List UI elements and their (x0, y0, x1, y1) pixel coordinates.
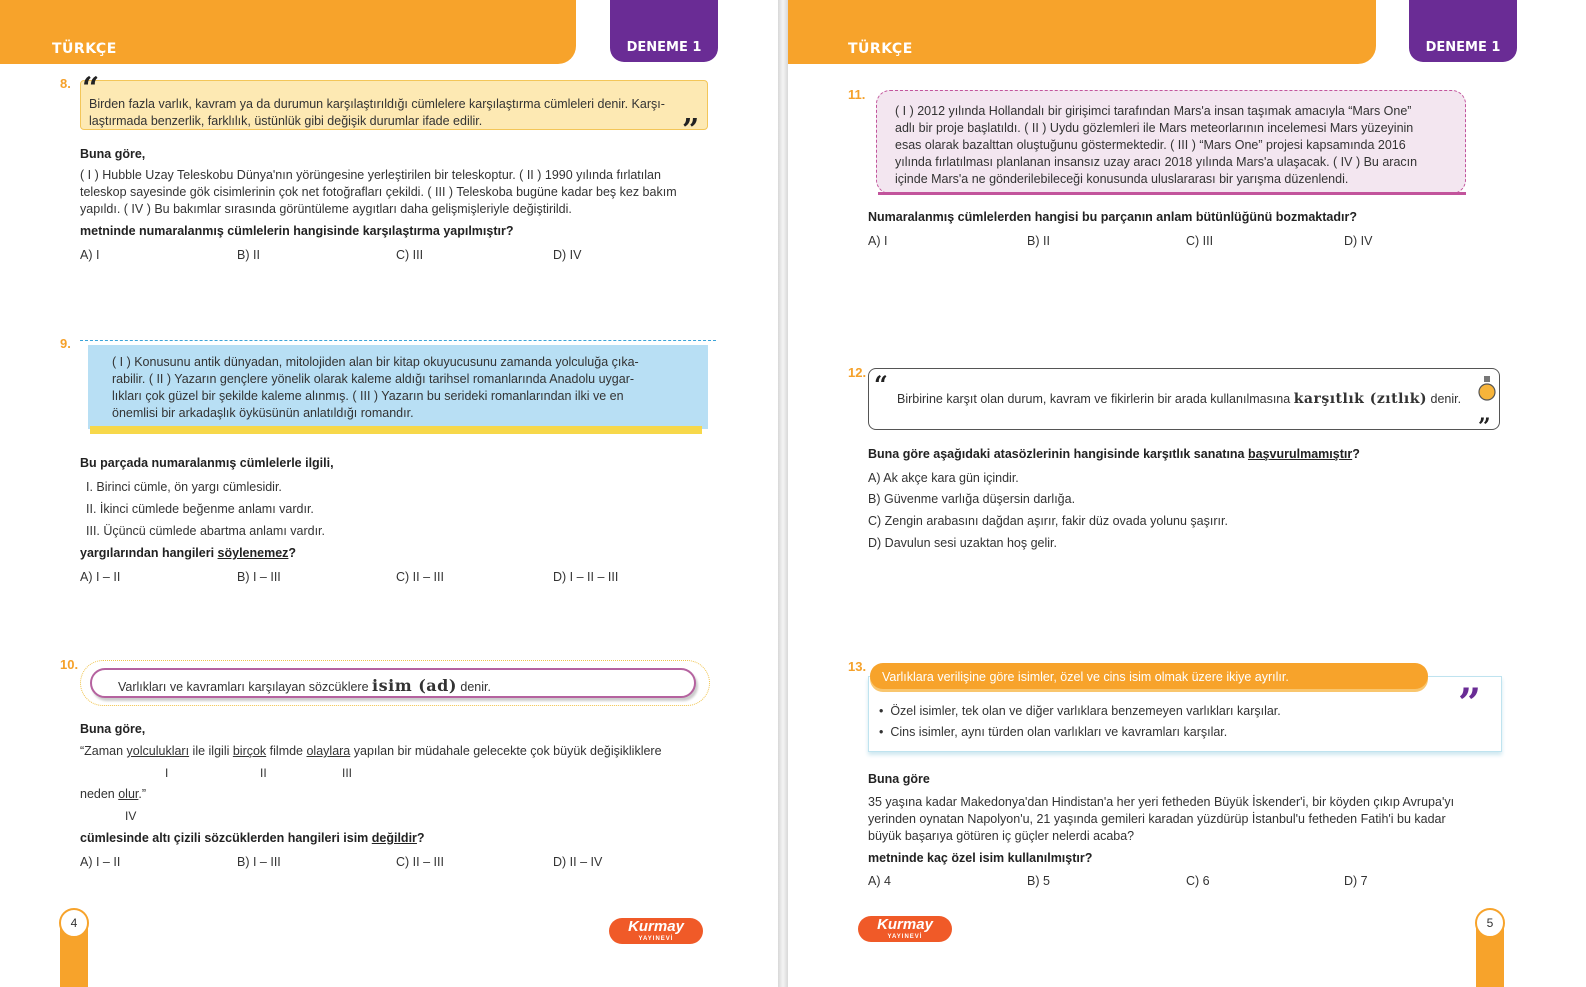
publisher-logo (858, 916, 952, 942)
passage-line: esas olarak bazalttan oluştuğunu göstermektedir. ( III ) “Mars One” projesi kapsamında 2016 (895, 138, 1406, 152)
passage-box (88, 345, 708, 429)
info-line: Birden fazla varlık, kavram ya da durumun karşılaştırıldığı cümlelere karşılaştırma cümleleri denir. Karşı- (89, 97, 665, 111)
question-part: yargılarından hangileri (80, 546, 218, 560)
question-underlined: söylenemez (217, 546, 289, 560)
close-quote-icon: ” (1458, 680, 1482, 727)
question-text: metninde kaç özel isim kullanılmıştır? (868, 851, 1093, 865)
bullet-text: Cins isimler, aynı türden olan varlıkları ve kavramları karşılar. (890, 725, 1228, 739)
passage-line: 35 yaşına kadar Makedonya'dan Hindistan'a her yeri fetheden Büyük İskender'i, bir köyden çıkıp Avrupa'yı (868, 795, 1455, 809)
underlined-word: olur (118, 787, 139, 801)
subject-label: TÜRKÇE (52, 41, 117, 57)
sentence-part: filmde (266, 744, 307, 758)
option-d[interactable]: D) Davulun sesi uzaktan hoş gelir. (868, 536, 1057, 550)
question-number: 8. (60, 76, 71, 91)
passage-line: yapıldı. ( IV ) Bu bakımlar sırasında görüntüleme aygıtları daha gelişmişleriyle değiştirildi. (80, 202, 572, 216)
statement-list (86, 479, 325, 545)
option-c[interactable]: C) II – III (396, 855, 444, 869)
question-part: ? (288, 546, 297, 560)
option-b[interactable]: B) I – III (237, 570, 281, 584)
right-page (788, 0, 1586, 987)
handwritten-term: karşıtlık (zıtlık) (1293, 391, 1428, 407)
close-quote-icon: ” (682, 113, 700, 148)
passage-line: adlı bir proje başlatıldı. ( II ) Uydu gözlemleri ile Mars meteorlarının incelemesi Mars yüzeyinin (895, 121, 1414, 135)
question-text (80, 830, 425, 847)
underlined-word: birçok (232, 744, 267, 758)
sentence-part: ile ilgili (189, 744, 233, 758)
open-quote-icon: “ (82, 71, 100, 106)
close-quote-icon: ” (1478, 414, 1491, 440)
option-a[interactable]: A) I (868, 234, 888, 248)
option-b[interactable]: B) 5 (1027, 874, 1050, 888)
statement: II. İkinci cümlede beğenme anlamı vardır. (86, 502, 314, 516)
option-b[interactable]: B) II (237, 248, 260, 262)
passage-line: yılında fırlatılması planlanan insansız uzay aracı 2018 yılında Mars'a ulaşacak. ( IV ) Bu aracın (895, 155, 1418, 169)
passage-line: ( I ) Konusunu antik dünyadan, mitolojiden alan bir kitap okuyucusunu zamanda yolculuğa çıka- (112, 355, 639, 369)
handwritten-term: isim (ad) (372, 676, 457, 695)
option-c[interactable]: C) 6 (1186, 874, 1210, 888)
box-yellow-underline (90, 426, 702, 434)
question-text (868, 446, 1360, 463)
info-part: Birbirine karşıt olan durum, kavram ve fikirlerin bir arada kullanılmasına (897, 392, 1294, 406)
info-line: laştırmada benzerlik, farklılık, üstünlük gibi değişik durumlar ifade edilir. (89, 114, 483, 128)
passage-line: rabilir. ( II ) Yazarın gençlere yönelik olarak kaleme aldığı tarihsel romanlarında Anadolu uygar- (112, 372, 635, 386)
logo-sub: YAYINEVİ (887, 934, 923, 940)
option-b[interactable]: B) Güvenme varlığa düşersin darlığa. (868, 492, 1076, 506)
subject-label: TÜRKÇE (848, 41, 913, 57)
logo-name: Kurmay (877, 916, 933, 933)
box-underline (878, 192, 1466, 195)
option-d[interactable]: D) I – II – III (553, 570, 619, 584)
option-d[interactable]: D) 7 (1344, 874, 1368, 888)
left-page (0, 0, 778, 987)
question-part: ? (1352, 447, 1360, 461)
question-lead: Buna göre, (80, 722, 146, 736)
question-number: 12. (848, 365, 867, 380)
passage-line: lıkları çok güzel bir şekilde kaleme alınmış. ( III ) Yazarın bu serideki romanlarından ilki ve en (112, 389, 624, 403)
lightbulb-icon (1476, 374, 1498, 411)
passage-line: yerinden oynatan Napolyon'u, 21 yaşında gemileri karadan yüzdürüp İstanbul'u fetheden Fatih'i bu kadar (868, 812, 1446, 826)
info-part: Varlıkları ve kavramları karşılayan sözcüklere (118, 680, 373, 694)
roman-mark: III (342, 766, 353, 780)
option-c[interactable]: C) III (1186, 234, 1214, 248)
question-part: Buna göre aşağıdaki atasözlerinin hangisinde karşıtlık sanatına (868, 447, 1248, 461)
question-text: Numaralanmış cümlelerden hangisi bu parçanın anlam bütünlüğünü bozmaktadır? (868, 210, 1357, 224)
passage (80, 167, 677, 218)
statement: III. Üçüncü cümlede abartma anlamı vardır. (86, 524, 325, 538)
option-c[interactable]: C) II – III (396, 570, 444, 584)
roman-mark: IV (125, 809, 137, 823)
question-text: metninde numaralanmış cümlelerin hangisinde karşılaştırma yapılmıştır? (80, 224, 514, 238)
option-d[interactable]: D) II – IV (553, 855, 603, 869)
statement: I. Birinci cümle, ön yargı cümlesidir. (86, 480, 282, 494)
info-box (80, 80, 708, 130)
underlined-word: yolculukları (126, 744, 190, 758)
option-b[interactable]: B) II (1027, 234, 1050, 248)
option-a[interactable]: A) I – II (80, 855, 121, 869)
sentence-part: neden (80, 787, 119, 801)
bullet-text: Özel isimler, tek olan ve diğer varlıklara benzemeyen varlıkları karşılar. (890, 704, 1281, 718)
option-c[interactable]: C) III (396, 248, 424, 262)
question-lead: Buna göre (868, 772, 930, 786)
question-part: ? (416, 831, 425, 845)
sentence-part: “Zaman (80, 744, 127, 758)
passage-line: büyük başarıya götüren iç güçler nelerdi acaba? (868, 829, 1135, 843)
passage-line: teleskop sayesinde gök cisimlerinin çok net fotoğrafları çekildi. ( III ) Teleskoba bugüne kadar beş kez bakım (80, 185, 677, 199)
passage-line: önemlisi bir arkadaşlık öyküsünün anlatıldığı romandır. (112, 406, 414, 420)
passage-box (876, 90, 1466, 194)
question-number: 9. (60, 336, 71, 351)
question-part: cümlesinde altı çizili sözcüklerden hangileri isim (80, 831, 372, 845)
option-b[interactable]: B) I – III (237, 855, 281, 869)
passage-line: ( I ) Hubble Uzay Teleskobu Dünya'nın yörüngesine yerleştirilen bir teleskoptur. ( II ) 1990 yılında fırlatılan (80, 168, 661, 182)
logo-name: Kurmay (628, 918, 684, 935)
underlined-word: olaylara (306, 744, 351, 758)
roman-mark: I (165, 766, 169, 780)
passage-line: ( I ) 2012 yılında Hollandalı bir girişimci tarafından Mars'a insan taşımak amacıyla “Mars One” (895, 104, 1412, 118)
sentence-line (80, 743, 662, 760)
page-number: 4 (59, 908, 89, 938)
info-box (90, 668, 696, 698)
question-lead: Bu parçada numaralanmış cümlelerle ilgili, (80, 456, 334, 470)
bullet-item: • Özel isimler, tek olan ve diğer varlıklara benzemeyen varlıkları karşılar. (879, 704, 1281, 718)
book-gutter (778, 0, 788, 987)
option-a[interactable]: A) I (80, 248, 100, 262)
option-a[interactable]: A) I – II (80, 570, 121, 584)
option-d[interactable]: D) IV (553, 248, 582, 262)
sentence-line (80, 786, 146, 803)
page-number: 5 (1475, 908, 1505, 938)
publisher-logo (609, 918, 703, 944)
option-a[interactable]: A) Ak akçe kara gün içindir. (868, 471, 1019, 485)
question-number: 13. (848, 659, 867, 674)
open-quote-icon: “ (874, 370, 888, 399)
roman-mark: II (260, 766, 267, 780)
sentence-part: yapılan bir müdahale gelecekte çok büyük değişikliklere (350, 744, 662, 758)
passage (868, 794, 1454, 845)
question-underlined: başvurulmamıştır (1247, 447, 1353, 461)
exam-tab: DENEME 1 (1409, 0, 1517, 62)
info-part: denir. (1427, 392, 1462, 406)
question-lead: Buna göre, (80, 147, 146, 161)
question-underlined: değildir (371, 831, 417, 845)
info-part: denir. (456, 680, 491, 694)
question-number: 10. (60, 657, 79, 672)
passage-line: içinde Mars'a ne gönderilebileceği konusunda uluslararası bir yarışma düzenlendi. (895, 172, 1349, 186)
option-a[interactable]: A) 4 (868, 874, 891, 888)
sentence-part: .” (138, 787, 147, 801)
option-c[interactable]: C) Zengin arabasını dağdan aşırır, fakir düz ovada yolunu şaşırır. (868, 514, 1228, 528)
question-number: 11. (848, 87, 866, 102)
logo-sub: YAYINEVİ (638, 936, 674, 942)
info-box (868, 368, 1500, 430)
exam-tab: DENEME 1 (610, 0, 718, 62)
bullet-item: • Cins isimler, aynı türden olan varlıkları ve kavramları karşılar. (879, 725, 1228, 739)
question-text (80, 545, 296, 562)
option-d[interactable]: D) IV (1344, 234, 1373, 248)
info-header: Varlıklara verilişine göre isimler, özel ve cins isim olmak üzere ikiye ayrılır. (870, 663, 1428, 689)
